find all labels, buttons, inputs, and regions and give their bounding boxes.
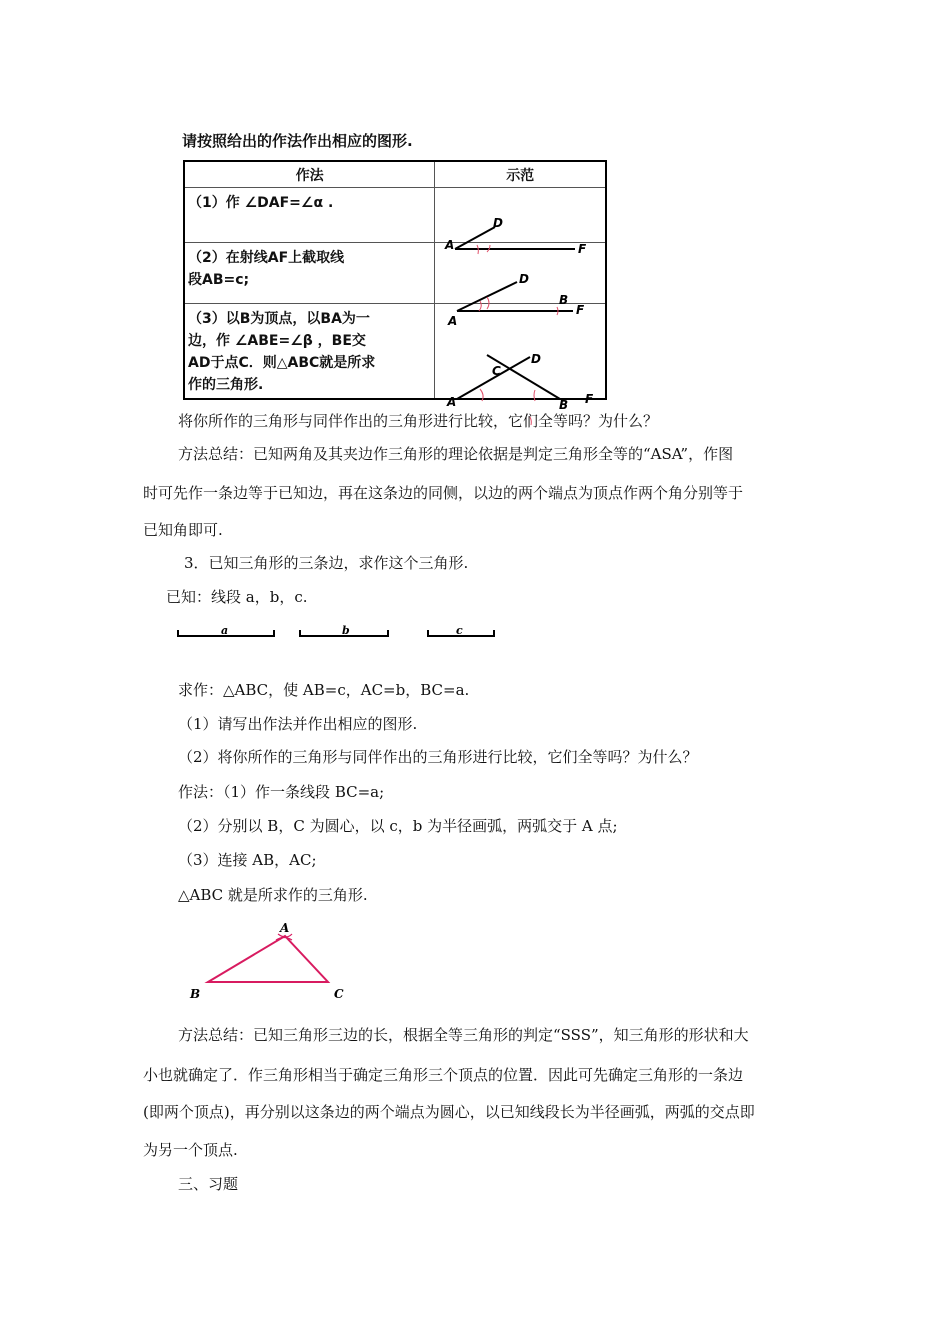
given-segments (176, 622, 516, 642)
step2-method: （2）在射线AF上截取线 段AB=c; (184, 243, 435, 304)
summary2-line4: 为另一个顶点. (143, 1141, 238, 1159)
label-F: F (578, 242, 587, 256)
question2: （2）将你所作的三角形与同伴作出的三角形进行比较，它们全等吗？为什么？ (178, 748, 698, 766)
step3-text: （3）连接 AB，AC; (178, 851, 317, 869)
conclusion-text: △ABC 就是所求作的三角形. (178, 886, 368, 904)
compare-question: 将你所作的三角形与同伴作出的三角形进行比较，它们全等吗？为什么？ (178, 412, 659, 430)
header-method: 作法 (184, 161, 435, 188)
step1-text: 作法：（1）作一条线段 BC=a; (178, 783, 385, 801)
vertex-A-label: A (280, 921, 290, 935)
label-F: F (585, 392, 594, 406)
step3-demo (435, 304, 606, 412)
construction-table (183, 160, 607, 412)
label-A: A (448, 314, 458, 328)
step3-method: （3）以B为顶点，以BA为一 边，作 ∠ABE=∠β ，BE交 AD于点C．则△ABC就是所求 作的三角形. (184, 304, 435, 400)
label-C: C (492, 364, 502, 378)
step1-method: （1）作 ∠DAF=∠α . (184, 188, 435, 243)
label-A: A (447, 395, 457, 409)
label-D: D (519, 272, 530, 286)
triangle-abc-figure (180, 918, 380, 1008)
question1: （1）请写出作法并作出相应的图形. (178, 715, 418, 733)
label-D: D (493, 216, 504, 230)
vertex-C-label: C (334, 987, 344, 1001)
label-D: D (531, 352, 542, 366)
triangle-abc (208, 936, 328, 982)
section-heading-exercises: 三、习题 (178, 1175, 239, 1193)
label-B: B (559, 398, 569, 412)
intro-text: 请按照给出的作法作出相应的图形. (182, 132, 413, 150)
step2-text: （2）分别以 B，C 为圆心，以 c，b 为半径画弧，两弧交于 A 点; (178, 817, 618, 835)
summary1-line1: 方法总结：已知两角及其夹边作三角形的理论依据是判定三角形全等的“ASA”，作图 (178, 445, 734, 463)
header-demo: 示范 (435, 161, 606, 188)
label-A: A (445, 238, 455, 252)
summary2-line3: (即两个顶点)，再分别以这条边的两个端点为圆心，以已知线段长为半径画弧，两弧的交点即 (143, 1103, 755, 1121)
summary2-line1: 方法总结：已知三角形三边的长，根据全等三角形的判定“SSS”，知三角形的形状和大 (178, 1026, 749, 1044)
required-text: 求作：△ABC，使 AB=c，AC=b，BC=a. (178, 681, 470, 699)
label-B: B (559, 293, 569, 307)
summary2-line2: 小也就确定了．作三角形相当于确定三角形三个顶点的位置．因此可先确定三角形的一条边 (143, 1066, 744, 1084)
summary1-line3: 已知角即可. (143, 521, 223, 539)
segment-b-label: b (342, 624, 350, 637)
segment-c-label: c (456, 624, 463, 637)
given-text: 已知：线段 a，b，c. (166, 588, 308, 606)
step2-demo (435, 243, 606, 328)
step1-demo (435, 188, 606, 256)
vertex-B-label: B (190, 987, 201, 1001)
label-F: F (576, 303, 585, 317)
summary1-line2: 时可先作一条边等于已知边，再在这条边的同侧，以边的两个端点为顶点作两个角分别等于 (143, 484, 744, 502)
segment-a-label: a (221, 624, 229, 637)
problem3: 3．已知三角形的三条边，求作这个三角形. (184, 554, 469, 572)
